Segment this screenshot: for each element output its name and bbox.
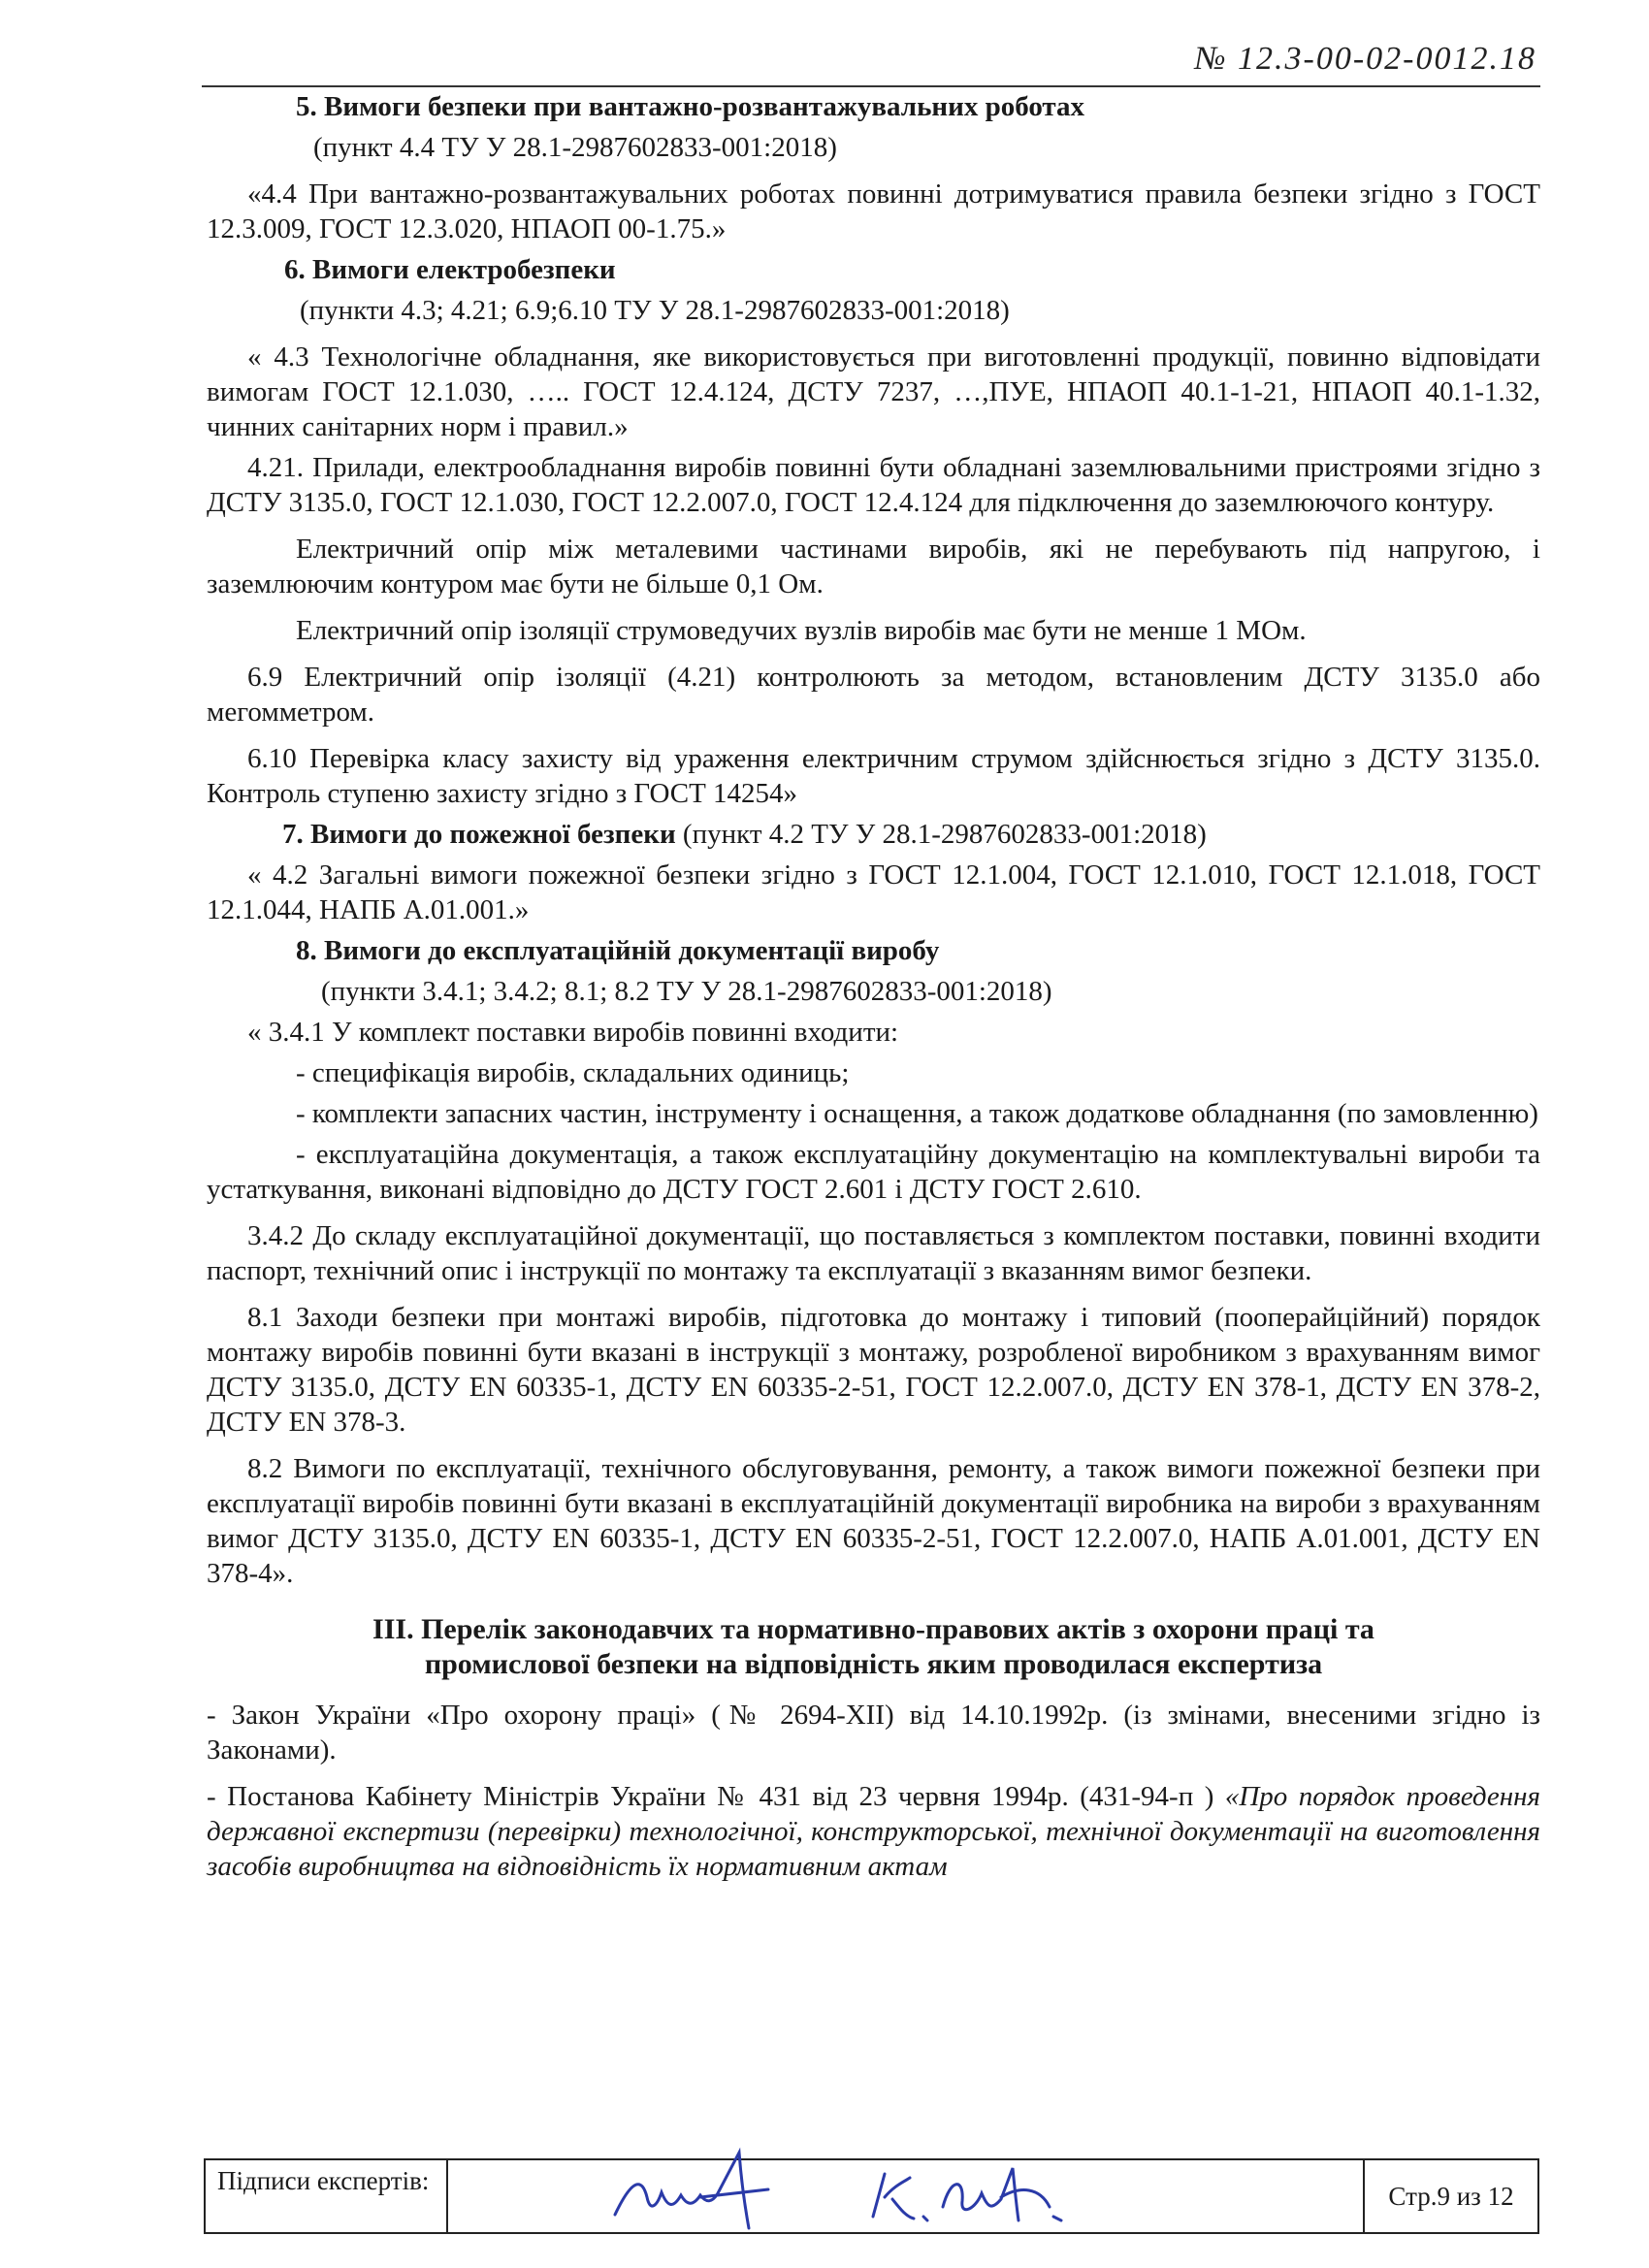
- section-8-para-1: « 3.4.1 У комплект поставки виробів повинні входити:: [247, 1017, 899, 1048]
- legal-act-item-1: - Закон України «Про охорону праці» (№ 2694-XII) від 14.10.1992р. (із змінами, внесеними згідно із Законами).: [207, 1700, 1540, 1766]
- section-5-title: 5. Вимоги безпеки при вантажно-розвантажувальних роботах: [296, 91, 1085, 122]
- expert-signature-1: [603, 2139, 788, 2246]
- section-8-para-3: 8.1 Заходи безпеки при монтажі виробів, підготовка до монтажу і типовий (пооперайційний) порядок монтажу виробів повинні бути вказані в інструкції з монтажу, розробленої виробником з врахуванням вимог ДСТУ 3135.0, ДСТУ EN 60335-1, ДСТУ EN 60335-2-51, ГОСТ 12.2.007.0, ДСТУ EN 378-1, ДСТУ EN 378-2, ДСТУ EN 378-3.: [207, 1302, 1540, 1438]
- section-6-para-2: 4.21. Прилади, електрообладнання виробів повинні бути обладнані заземлювальними пристроями згідно з ДСТУ 3135.0, ГОСТ 12.1.030, ГОСТ 12.2.007.0, ГОСТ 12.4.124 для підключення до заземлюючого контуру.: [207, 452, 1540, 518]
- section-6-para-3: Електричний опір між металевими частинами виробів, які не перебувають під напругою, і заземлюючим контуром має бути не більше 0,1 Ом.: [207, 534, 1540, 599]
- section-5-ref: (пункт 4.4 ТУ У 28.1-2987602833-001:2018): [313, 132, 837, 163]
- section-3-title-line-1: ІІІ. Перелік законодавчих та нормативно-правових актів з охорони праці та: [372, 1613, 1374, 1645]
- page-indicator: Стр.9 из 12: [1363, 2160, 1537, 2232]
- legal-act-item-2-text: - Постанова Кабінету Міністрів України № 431 від 23 червня 1994р. (431-94-п ): [207, 1781, 1225, 1812]
- section-3-title-line-2: промислової безпеки на відповідність яким проводилася експертиза: [424, 1648, 1323, 1680]
- section-6-para-6: 6.10 Перевірка класу захисту від ураження електричним струмом здійснюється згідно з ДСТУ 3135.0. Контроль ступеню захисту згідно з ГОСТ 14254»: [207, 743, 1540, 809]
- section-8-list-item-1: - специфікація виробів, складальних одиниць;: [296, 1057, 850, 1088]
- header-rule: [202, 85, 1540, 87]
- section-7-ref: (пункт 4.2 ТУ У 28.1-2987602833-001:2018): [675, 819, 1207, 850]
- section-8-ref: (пункти 3.4.1; 3.4.2; 8.1; 8.2 ТУ У 28.1-2987602833-001:2018): [321, 976, 1052, 1007]
- section-6-ref: (пункти 4.3; 4.21; 6.9;6.10 ТУ У 28.1-2987602833-001:2018): [300, 295, 1010, 326]
- signature-block: [204, 2158, 1539, 2234]
- section-6-title: 6. Вимоги електробезпеки: [284, 254, 616, 285]
- section-8-para-4: 8.2 Вимоги по експлуатації, технічного обслуговування, ремонту, а також вимоги пожежної безпеки при експлуатації виробів повинні бути вказані в експлуатаційній документації виробника на вироби з врахуванням вимог ДСТУ 3135.0, ДСТУ EN 60335-1, ДСТУ EN 60335-2-51, ГОСТ 12.2.007.0, НАПБ А.01.001, ДСТУ EN 378-4».: [207, 1453, 1540, 1589]
- legal-act-item-2-title: «Про порядок проведення державної експертизи (перевірки) технологічної, конструкторської, технічної документації на виготовлення засобів виробництва на відповідність їх нормативним актам: [207, 1781, 1540, 1882]
- section-8-list-item-2: - комплекти запасних частин, інструменту і оснащення, а також додаткове обладнання (по замовленню): [296, 1098, 1538, 1129]
- section-7-heading: [207, 817, 1540, 852]
- section-8-para-2: 3.4.2 До складу експлуатаційної документації, що поставляється з комплектом поставки, повинні входити паспорт, технічний опис і інструкції по монтажу та експлуатації з вказанням вимог безпеки.: [207, 1220, 1540, 1286]
- section-5-para-1: «4.4 При вантажно-розвантажувальних роботах повинні дотримуватися правила безпеки згідно з ГОСТ 12.3.009, ГОСТ 12.3.020, НПАОП 00-1.75.»: [207, 178, 1540, 244]
- expert-signature-2: [856, 2139, 1079, 2246]
- section-8-list-item-3: - експлуатаційна документація, а також експлуатаційну документацію на комплектувальні вироби та устаткування, виконані відповідно до ДСТУ ГОСТ 2.601 і ДСТУ ГОСТ 2.610.: [207, 1139, 1540, 1205]
- document-body: [207, 89, 1540, 1890]
- legal-act-item-2: [207, 1779, 1540, 1884]
- section-8-title: 8. Вимоги до експлуатаційній документації виробу: [296, 935, 940, 966]
- section-7-para-1: « 4.2 Загальні вимоги пожежної безпеки згідно з ГОСТ 12.1.004, ГОСТ 12.1.010, ГОСТ 12.1.018, ГОСТ 12.1.044, НАПБ А.01.001.»: [207, 859, 1540, 925]
- section-3-heading: [207, 1612, 1540, 1682]
- section-7-title: 7. Вимоги до пожежної безпеки: [282, 819, 676, 850]
- section-6-para-4: Електричний опір ізоляції струмоведучих вузлів виробів має бути не менше 1 МОм.: [296, 615, 1307, 646]
- signatures-area: [448, 2160, 1363, 2232]
- document-number: № 12.3-00-02-0012.18: [1194, 41, 1536, 77]
- signatures-label: Підписи експертів:: [206, 2160, 448, 2232]
- section-6-para-1: « 4.3 Технологічне обладнання, яке використовується при виготовленні продукції, повинно відповідати вимогам ГОСТ 12.1.030, ….. ГОСТ 12.4.124, ДСТУ 7237, …,ПУЕ, НПАОП 40.1-1-21, НПАОП 40.1-1.32, чинних санітарних норм і правил.»: [207, 341, 1540, 442]
- section-6-para-5: 6.9 Електричний опір ізоляції (4.21) контролюють за методом, встановленим ДСТУ 3135.0 або мегомметром.: [207, 662, 1540, 728]
